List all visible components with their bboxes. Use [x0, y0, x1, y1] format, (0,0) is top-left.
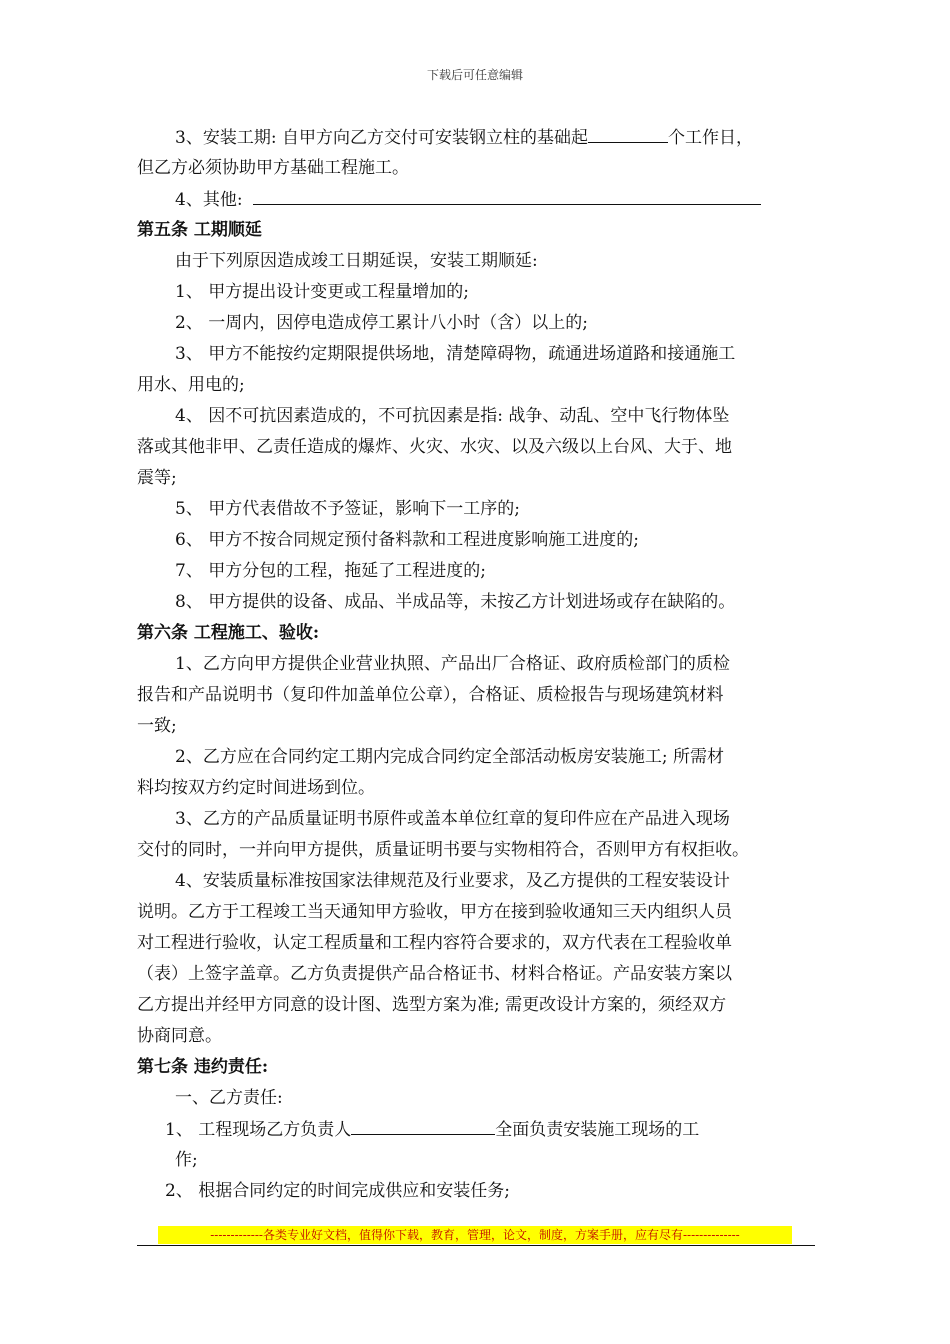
- article-6-item-4: 4、安装质量标准按国家法律规范及行业要求，及乙方提供的工程安装设计: [175, 871, 730, 891]
- article-6-item-4-cont: 乙方提出并经甲方同意的设计图、选型方案为准; 需更改设计方案的，须经双方: [137, 995, 727, 1015]
- clause-text: 4、其他:: [175, 190, 243, 210]
- article-5-item-5: 5、 甲方代表借故不予签证，影响下一工序的;: [175, 499, 520, 519]
- fill-blank: [351, 1114, 495, 1135]
- footer-banner: -------------各类专业好文档，值得你下载，教育，管理，论文，制度，方案手册，应有尽有--------------: [158, 1226, 792, 1244]
- article-6-heading: 第六条 工程施工、验收:: [137, 623, 320, 643]
- article-6-item-4-cont: （表）上签字盖章。乙方负责提供产品合格证书、材料合格证。产品安装方案以: [137, 964, 732, 984]
- clause-text-after: 全面负责安装施工现场的工: [495, 1120, 700, 1140]
- fill-blank: [588, 122, 668, 143]
- fill-blank: [253, 184, 761, 205]
- article-5-item-6: 6、 甲方不按合同规定预付备料款和工程进度影响施工进度的;: [175, 530, 639, 550]
- article-6-item-3-cont: 交付的同时，一并向甲方提供，质量证明书要与实物相符合，否则甲方有权拒收。: [137, 840, 749, 860]
- article-6-item-4-cont: 说明。乙方于工程竣工当天通知甲方验收，甲方在接到验收通知三天内组织人员: [137, 902, 732, 922]
- article-6-item-2-cont: 料均按双方约定时间进场到位。: [137, 778, 375, 798]
- article-7-item-1: [165, 1114, 699, 1146]
- footer-divider: [137, 1245, 815, 1246]
- article-6-item-3: 3、乙方的产品质量证明书原件或盖本单位红章的复印件应在产品进入现场: [175, 809, 730, 829]
- article-5-item-7: 7、 甲方分包的工程，拖延了工程进度的;: [175, 561, 486, 581]
- article-6-item-1-cont: 报告和产品说明书（复印件加盖单位公章），合格证、质检报告与现场建筑材料: [137, 685, 724, 705]
- article-6-item-2: 2、乙方应在合同约定工期内完成合同约定全部活动板房安装施工; 所需材: [175, 747, 724, 767]
- article-5-item-1: 1、 甲方提出设计变更或工程量增加的;: [175, 282, 469, 302]
- article-5-item-4: 4、 因不可抗因素造成的，不可抗因素是指: 战争、动乱、空中飞行物体坠: [175, 406, 730, 426]
- article-6-item-4-cont: 对工程进行验收，认定工程质量和工程内容符合要求的，双方代表在工程验收单: [137, 933, 732, 953]
- page-header: 下载后可任意编辑: [426, 68, 523, 82]
- article-5-item-4-cont: 落或其他非甲、乙责任造成的爆炸、火灾、水灾、以及六级以上台风、大于、地: [137, 437, 732, 457]
- clause-4-item-3: [175, 122, 753, 154]
- article-7-item-2: 2、 根据合同约定的时间完成供应和安装任务;: [165, 1181, 510, 1201]
- article-6-item-1: 1、乙方向甲方提供企业营业执照、产品出厂合格证、政府质检部门的质检: [175, 654, 730, 674]
- article-5-item-2: 2、 一周内，因停电造成停工累计八小时（含）以上的;: [175, 313, 588, 333]
- article-7-item-1-cont: 作;: [175, 1150, 198, 1170]
- article-7-section-1: 一、乙方责任:: [175, 1088, 283, 1108]
- clause-4-item-4: [175, 184, 761, 216]
- article-5-item-3-cont: 用水、用电的;: [137, 375, 245, 395]
- clause-text: 1、 工程现场乙方负责人: [165, 1120, 352, 1140]
- clause-text: 3、安装工期: 自甲方向乙方交付可安装钢立柱的基础起: [175, 128, 588, 148]
- article-5-item-3: 3、 甲方不能按约定期限提供场地，清楚障碍物，疏通进场道路和接通施工: [175, 344, 736, 364]
- article-7-heading: 第七条 违约责任:: [137, 1057, 269, 1077]
- article-5-intro: 由于下列原因造成竣工日期延误，安装工期顺延:: [175, 251, 538, 271]
- clause-text-after: 个工作日，: [667, 128, 753, 148]
- clause-4-item-3-cont: 但乙方必须协助甲方基础工程施工。: [137, 158, 409, 178]
- article-5-item-4-cont: 震等;: [137, 468, 177, 488]
- article-5-heading: 第五条 工期顺延: [137, 220, 262, 240]
- article-5-item-8: 8、 甲方提供的设备、成品、半成品等，未按乙方计划进场或存在缺陷的。: [175, 592, 736, 612]
- article-6-item-4-cont: 协商同意。: [137, 1026, 222, 1046]
- article-6-item-1-cont: 一致;: [137, 716, 177, 736]
